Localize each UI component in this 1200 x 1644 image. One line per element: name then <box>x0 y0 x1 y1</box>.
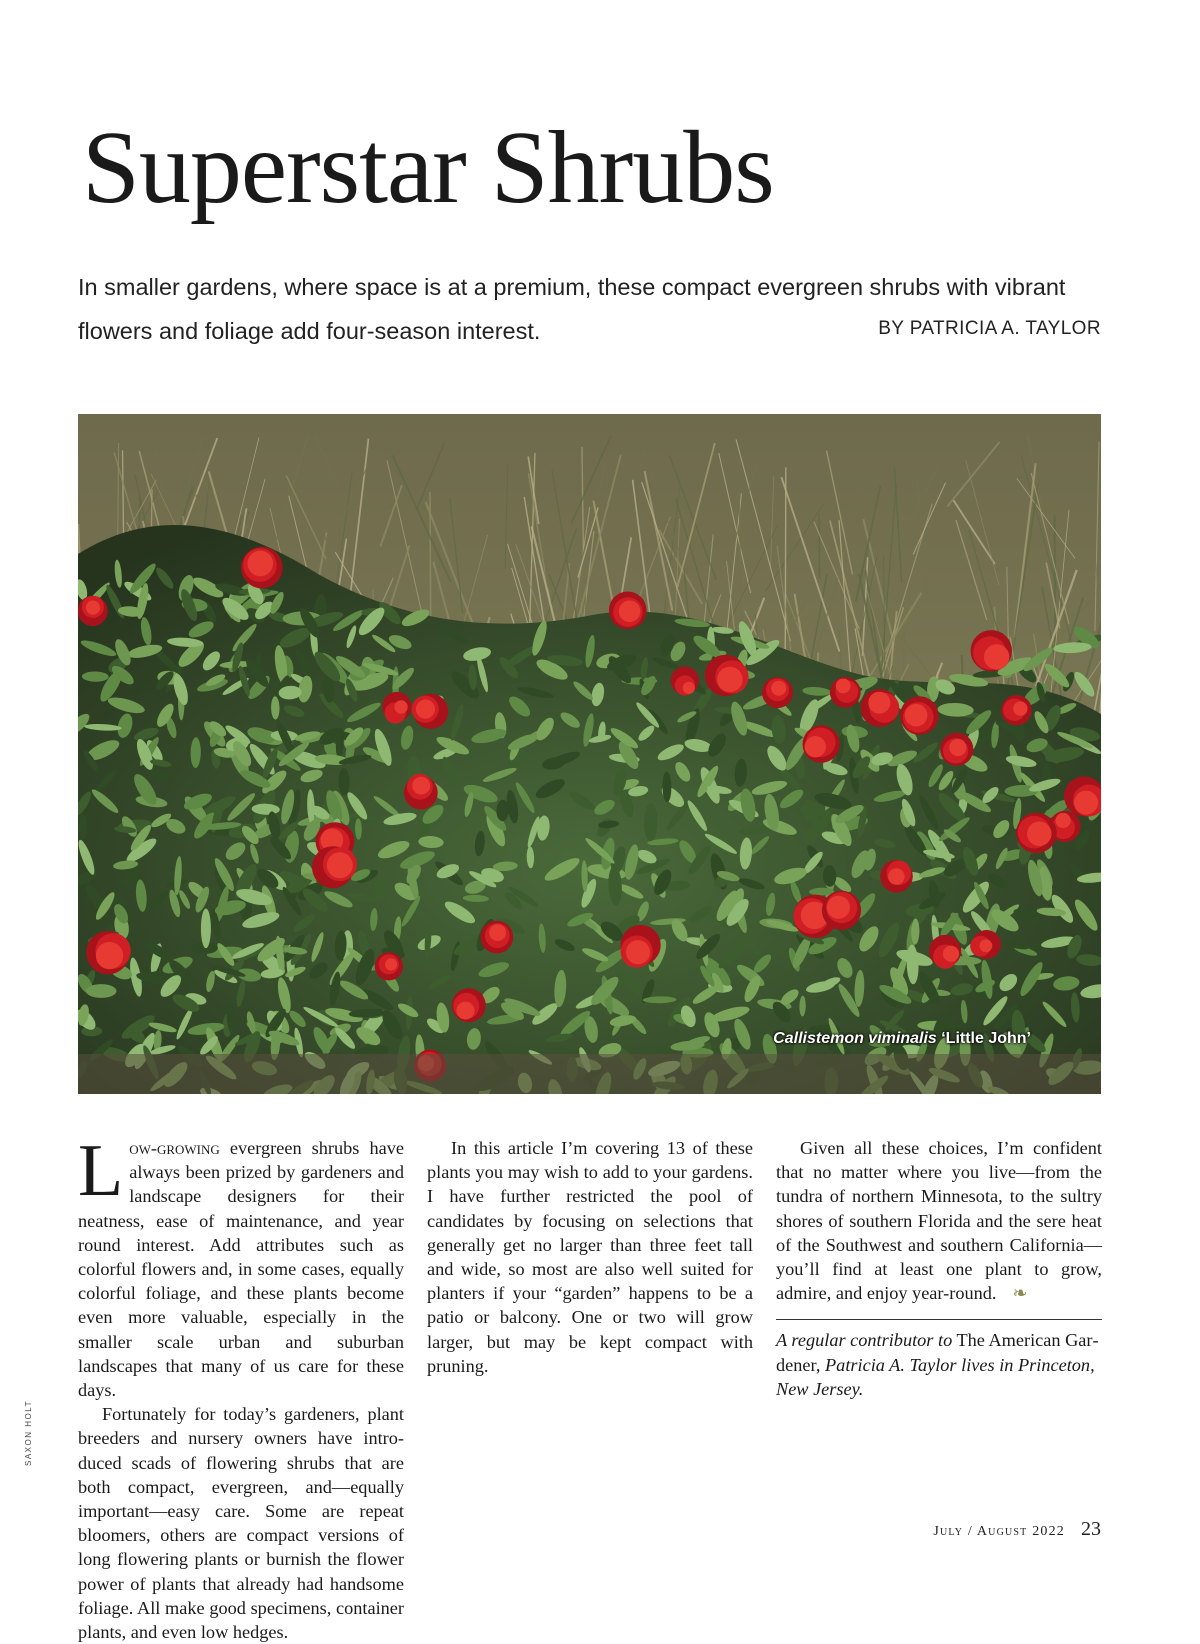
bio-divider <box>776 1319 1102 1320</box>
shrub-photo-illustration <box>78 414 1101 1094</box>
page-number: 23 <box>1081 1518 1101 1540</box>
caption-cultivar: ‘Little John’ <box>936 1030 1031 1047</box>
paragraph-2: Fortunately for today’s gardeners, plant breeders and nursery owners have introduced scads of flowering shrubs that are both compact, evergreen, and—equally important—easy care. Some are repeat bloomers, others are compact versions of long flowering plants or burnish the flower power of plants that already had handsome foliage. All make good specimens, container plants, and even low hedges. <box>78 1404 404 1643</box>
lead-in: ow-growing <box>129 1138 220 1158</box>
paragraph-3: In this article I’m covering 13 of these plants you may wish to add to your gardens. I have further restricted the pool of candidates by focusing on selections that generally get no larger than three feet tall and wide, so most are also well suited for planters if your “garden” happens to be a patio or balcony. One or two will grow larger, but may be kept compact with pruning. <box>427 1138 753 1376</box>
bio-part-1: A regular contributor to <box>776 1330 953 1351</box>
photo-credit: SAXON HOLT <box>24 1400 33 1466</box>
body-column-3 <box>776 1136 1102 1401</box>
bio-part-3: Patricia A. Taylor lives in Princeton, New Jersey. <box>776 1354 1095 1399</box>
caption-species: Callistemon viminalis <box>773 1030 937 1047</box>
drop-cap: L <box>78 1130 124 1212</box>
end-mark-icon: ❧ <box>1012 1283 1028 1304</box>
lead-photo <box>78 414 1101 1094</box>
photo-caption <box>773 1030 1031 1048</box>
paragraph-4 <box>776 1136 1102 1305</box>
body-column-1 <box>78 1130 404 1644</box>
body-column-2 <box>427 1136 753 1378</box>
issue-date: July / August 2022 <box>933 1524 1065 1539</box>
paragraph-4-text: Given all these choices, I’m confident that no matter where you live—from the tundra of northern Minnesota, to the sultry shores of southern Florida and the sere heat of the Southwest and southern California—you’ll find at least one plant to grow, admire, and enjoy year-round. <box>776 1138 1102 1304</box>
bio-part-2: The American Gardener, <box>776 1330 1099 1375</box>
article-deck: In smaller gardens, where space is at a premium, these compact evergreen shrubs with vibrant flowers and foliage add four-season interest. <box>78 274 1066 344</box>
author-bio <box>776 1328 1102 1401</box>
page-folio <box>933 1518 1101 1541</box>
byline: BY PATRICIA A. TAYLOR <box>878 318 1101 339</box>
article-title: Superstar Shrubs <box>82 110 774 225</box>
paragraph-1: evergreen shrubs have always been prized by gardeners and landscape designers for their neatness, ease of maintenance, and year round interest. Add attributes such as colorful flowers and, in some cases, equally colorful foliage, and these plants become even more valuable, especially in the smaller scale urban and suburban landscapes that many of us care for these days. <box>78 1138 404 1401</box>
